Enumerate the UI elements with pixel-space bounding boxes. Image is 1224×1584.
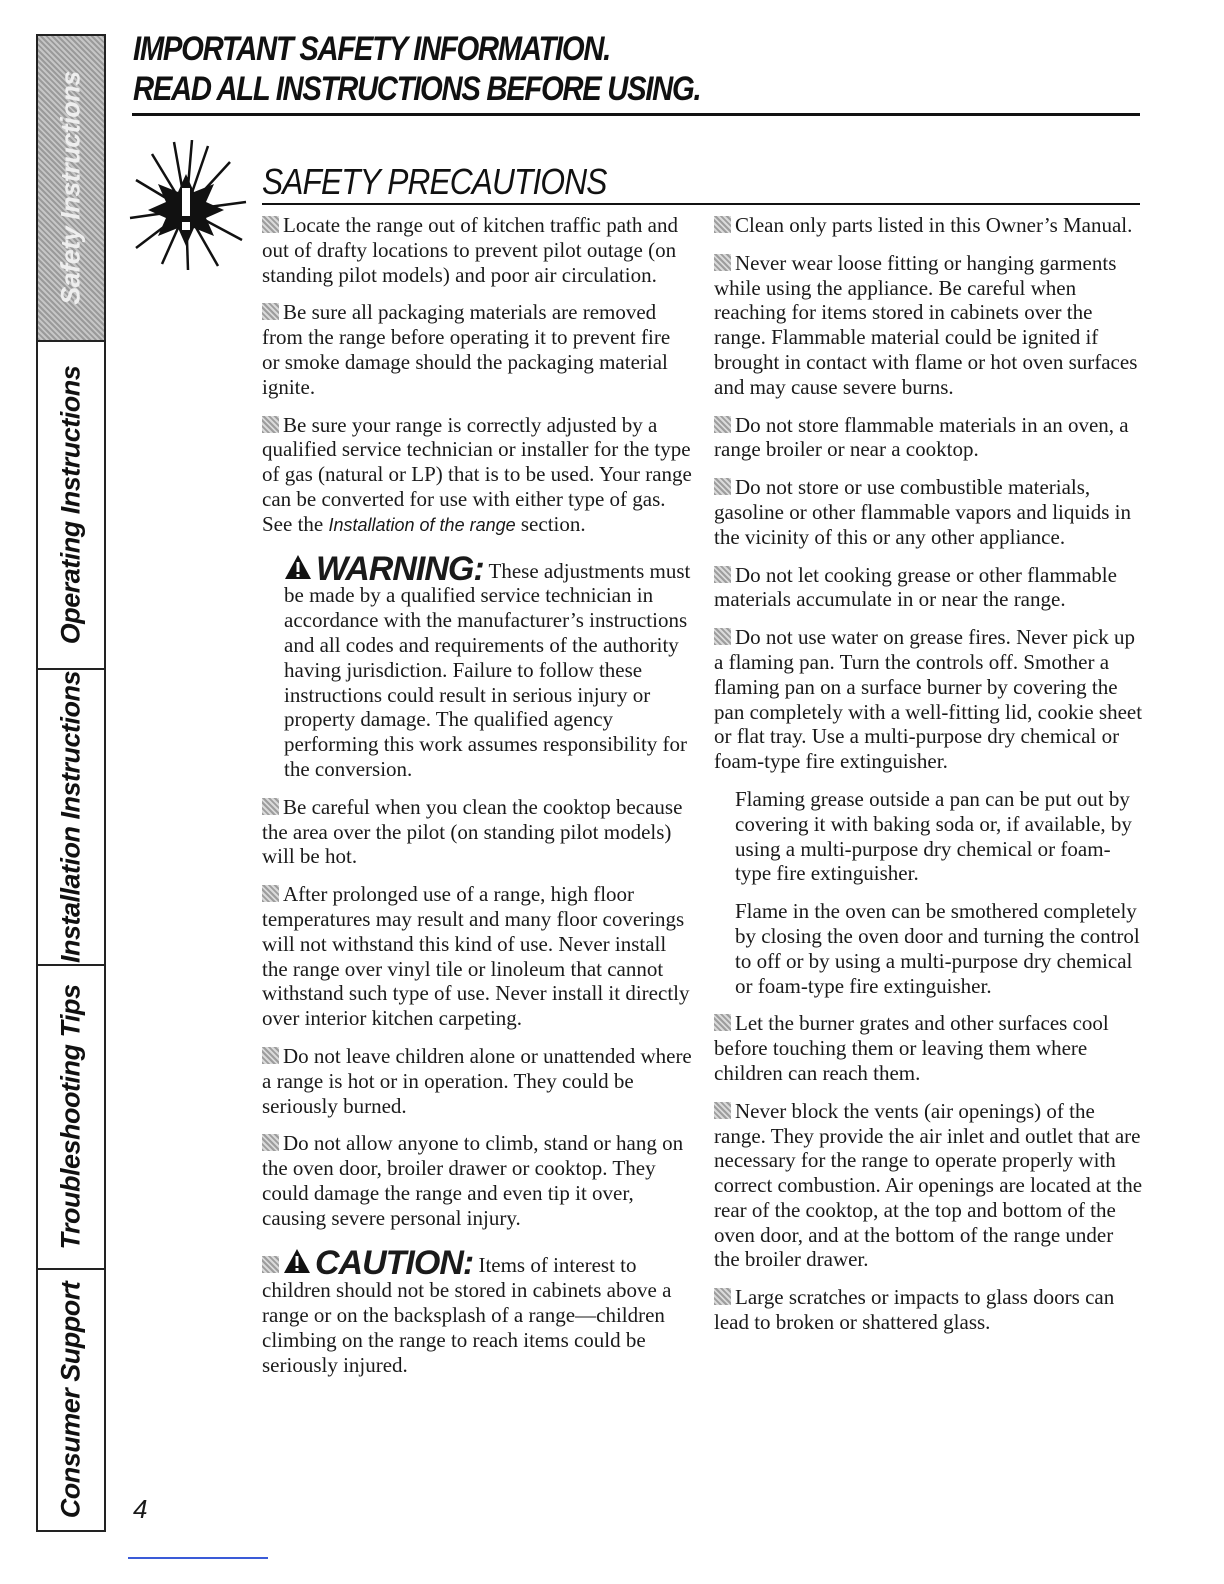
warning-text: These adjustments must be made by a qualified service technician in accordance with the manufacturer’s instructions and all codes and requirements of the authority having jurisdiction. Failure to follow these instructions could result in serious injury or property damage. The qualified agency performing this work assumes responsibility for the conversion. <box>284 558 691 781</box>
warning-label: WARNING: <box>316 549 484 588</box>
list-item: Let the burner grates and other surfaces cool before touching them or leaving them where children can reach them. <box>714 1011 1109 1085</box>
list-item: After prolonged use of a range, high floor temperatures may result and many floor coverings will not withstand this kind of use. Never install the range over vinyl tile or linoleum that cannot withstand such type of use. Never install it directly over interior kitchen carpeting. <box>262 882 690 1031</box>
list-item: Do not leave children alone or unattended where a range is hot or in operation. They could be seriously burned. <box>262 1043 692 1118</box>
tab-label: Consumer Support <box>55 1281 86 1519</box>
starburst-icon <box>122 140 262 270</box>
tab-consumer-support[interactable] <box>38 1270 104 1530</box>
caution-text: Items of interest to children should not be stored in cabinets above a range or on the backsplash of a range—children climbing on the range to reach items could be seriously injured. <box>262 1253 672 1377</box>
list-item: Large scratches or impacts to glass doors can lead to broken or shattered glass. <box>714 1285 1115 1335</box>
warning-block <box>262 549 692 782</box>
list-item: Be sure your range is correctly adjusted by a qualified service technician or installer for the type of gas (natural or LP) that is to be used. Your range can be converted for use with either type of gas. See the Installation of the range section. <box>262 412 692 536</box>
sub-paragraph: Flame in the oven can be smothered completely by closing the oven door and turning the control to off or by using a multi-purpose dry chemical or foam-type fire extinguisher. <box>735 899 1140 998</box>
bullet-icon <box>262 885 279 902</box>
bullet-icon <box>262 1256 279 1273</box>
list-item: Do not let cooking grease or other flammable materials accumulate in or near the range. <box>714 562 1117 612</box>
list-item: Be careful when you clean the cooktop because the area over the pilot (on standing pilot models) will be hot. <box>262 794 683 869</box>
section-divider <box>262 203 1140 205</box>
page-heading-line2: READ ALL INSTRUCTIONS BEFORE USING. <box>133 70 701 108</box>
right-column <box>714 213 1144 1348</box>
list-item: Do not store flammable materials in an oven, a range broiler or near a cooktop. <box>714 412 1129 462</box>
list-item: Clean only parts listed in this Owner’s Manual. <box>714 213 1144 238</box>
bullet-icon <box>714 1102 731 1119</box>
list-item: Locate the range out of kitchen traffic path and out of drafty locations to prevent pilot outage (on standing pilot models) and poor air circulation. <box>262 213 678 287</box>
section-reference: Installation of the range <box>328 514 516 535</box>
page-number: 4 <box>133 1494 148 1524</box>
list-item: Never block the vents (air openings) of the range. They provide the air inlet and outlet that are necessary for the range to operate properly with correct combustion. Air openings are located at the rear of the cooktop, at the top and bottom of the oven door, and at the bottom of the range under the broiler drawer. <box>714 1098 1143 1272</box>
left-column <box>262 213 692 1390</box>
tab-safety-instructions[interactable] <box>38 36 104 342</box>
warning-triangle-icon <box>284 554 312 580</box>
bullet-icon <box>262 416 279 433</box>
page-heading-line1: IMPORTANT SAFETY INFORMATION. <box>133 30 610 68</box>
bullet-icon <box>262 216 279 233</box>
list-item: Do not use water on grease fires. Never pick up a flaming pan. Turn the controls off. Smother a flaming pan on a surface burner by covering the pan completely with a well-fitting lid, cookie sheet or flat tray. Use a multi-purpose dry chemical or foam-type fire extinguisher. <box>714 625 1143 774</box>
tab-label: Installation Instructions <box>55 670 86 964</box>
bullet-icon <box>714 416 731 433</box>
caution-triangle-icon <box>283 1248 311 1274</box>
list-item: Never wear loose fitting or hanging garments while using the appliance. Be careful when reaching for items stored in cabinets over the range. Flammable material could be ignited if brought in contact with flame or hot oven surfaces and may cause severe burns. <box>714 250 1138 399</box>
bottom-divider <box>128 1557 268 1559</box>
section-title: SAFETY PRECAUTIONS <box>262 161 607 202</box>
bullet-icon <box>714 566 731 583</box>
tab-label: Operating Instructions <box>55 365 86 645</box>
bullet-icon <box>714 254 731 271</box>
tab-operating-instructions[interactable] <box>38 342 104 670</box>
bullet-icon <box>714 1014 731 1031</box>
caution-block <box>262 1244 692 1377</box>
bullet-icon <box>262 303 279 320</box>
list-item: Do not store or use combustible materials, gasoline or other flammable vapors and liquids in the vicinity of this or any other appliance. <box>714 475 1131 549</box>
bullet-icon <box>262 1134 279 1151</box>
bullet-icon <box>262 798 279 815</box>
list-item: Be sure all packaging materials are removed from the range before operating it to prevent fire or smoke damage should the packaging material ignite. <box>262 300 671 399</box>
bullet-icon <box>262 1047 279 1064</box>
tab-installation-instructions[interactable] <box>38 670 104 966</box>
header-divider <box>132 113 1140 116</box>
caution-label: CAUTION: <box>315 1244 474 1283</box>
tab-troubleshooting-tips[interactable] <box>38 966 104 1270</box>
tab-label: Troubleshooting Tips <box>55 984 86 1250</box>
bullet-icon <box>714 628 731 645</box>
bullet-icon <box>714 1288 731 1305</box>
sidebar-nav <box>36 34 106 1532</box>
sub-paragraph: Flaming grease outside a pan can be put out by covering it with baking soda or, if available, by using a multi-purpose dry chemical or foam-type fire extinguisher. <box>735 786 1132 886</box>
list-item: Do not allow anyone to climb, stand or hang on the oven door, broiler drawer or cooktop. They could damage the range and even tip it over, causing severe personal injury. <box>262 1131 684 1230</box>
bullet-icon <box>714 216 731 233</box>
tab-label: Safety Instructions <box>55 71 86 305</box>
bullet-icon <box>714 478 731 495</box>
